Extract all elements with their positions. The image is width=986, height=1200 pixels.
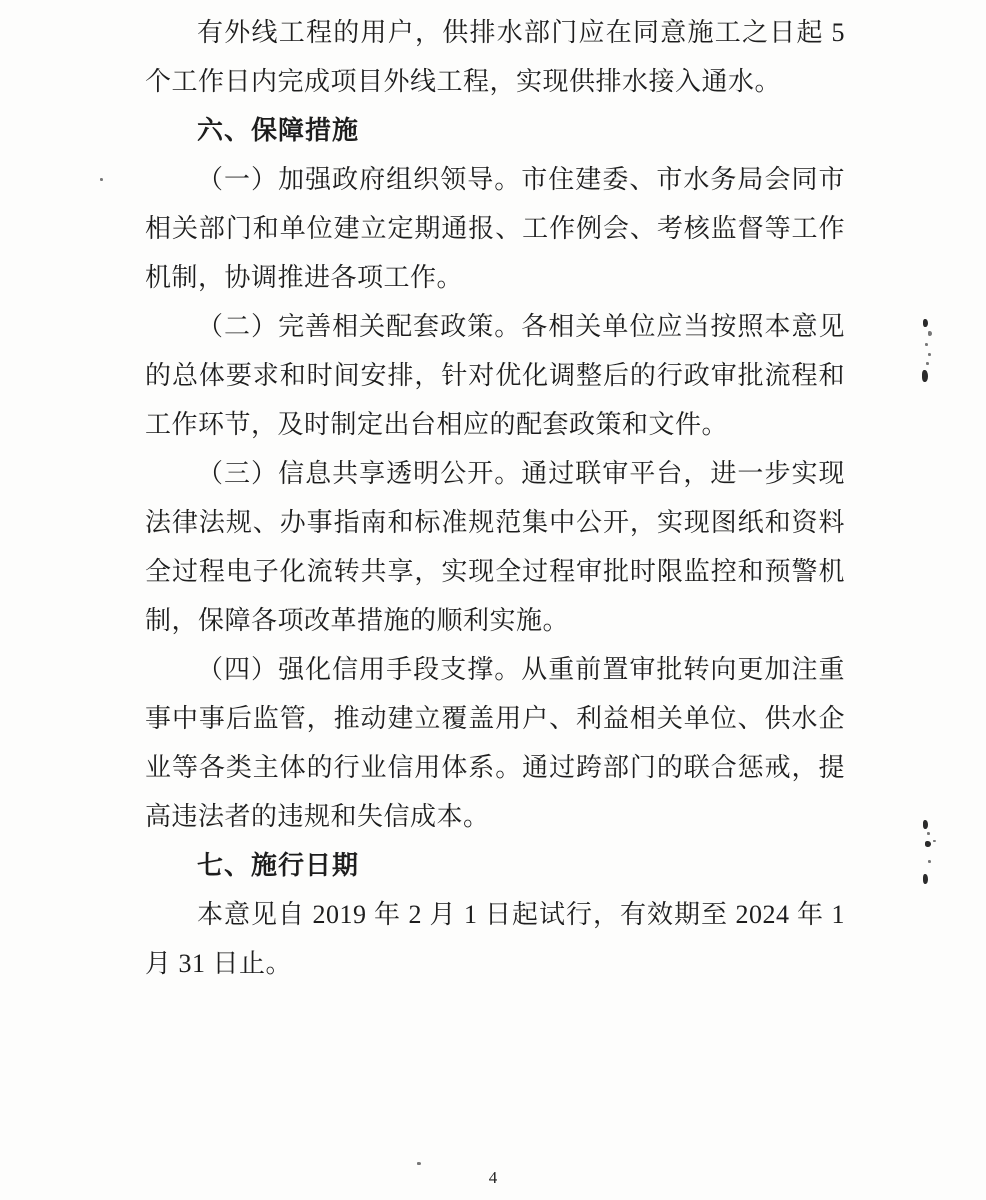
- scan-artifact-speck: [926, 362, 929, 365]
- document-body: [145, 8, 845, 988]
- scan-artifact-speck: [928, 331, 932, 336]
- scan-artifact-speck: [927, 832, 930, 835]
- paragraph-external-works-deadline: 有外线工程的用户，供排水部门应在同意施工之日起 5 个工作日内完成项目外线工程，实现供排水接入通水。: [145, 18, 845, 96]
- paragraph-item-4-credit-support: （四）强化信用手段支撑。从重前置审批转向更加注重事中事后监管，推动建立覆盖用户、利益相关单位、供水企业等各类主体的行业信用体系。通过跨部门的联合惩戒，提高违法者的违规和失信成本。: [145, 655, 845, 831]
- scan-artifact-speck: [923, 874, 928, 884]
- paragraph-item-2-supporting-policies: （二）完善相关配套政策。各相关单位应当按照本意见的总体要求和时间安排，针对优化调整后的行政审批流程和工作环节，及时制定出台相应的配套政策和文件。: [145, 312, 845, 439]
- scan-artifact-speck: [928, 860, 931, 863]
- section-heading-seven-effective-date: 七、施行日期: [197, 850, 360, 880]
- paragraph-effective-date: 本意见自 2019 年 2 月 1 日起试行，有效期至 2024 年 1 月 31 日止。: [145, 900, 845, 978]
- page-number: 4: [488, 1168, 498, 1187]
- scan-artifact-speck: [922, 370, 928, 382]
- scan-artifact-speck: [100, 178, 103, 181]
- scan-artifact-speck: [417, 1162, 421, 1165]
- scan-artifact-speck: [923, 820, 928, 829]
- scan-artifact-speck: [925, 841, 931, 847]
- paragraph-item-1-government-leadership: （一）加强政府组织领导。市住建委、市水务局会同市相关部门和单位建立定期通报、工作例会、考核监督等工作机制，协调推进各项工作。: [145, 165, 845, 292]
- scan-artifact-speck: [928, 353, 931, 356]
- section-heading-six-safeguard-measures: 六、保障措施: [197, 115, 360, 145]
- scan-artifact-speck: [933, 840, 936, 842]
- scan-artifact-speck: [923, 319, 928, 327]
- paragraph-item-3-information-sharing: （三）信息共享透明公开。通过联审平台，进一步实现法律法规、办事指南和标准规范集中公开，实现图纸和资料全过程电子化流转共享，实现全过程审批时限监控和预警机制，保障各项改革措施的顺利实施。: [145, 459, 845, 635]
- scan-artifact-speck: [925, 343, 928, 346]
